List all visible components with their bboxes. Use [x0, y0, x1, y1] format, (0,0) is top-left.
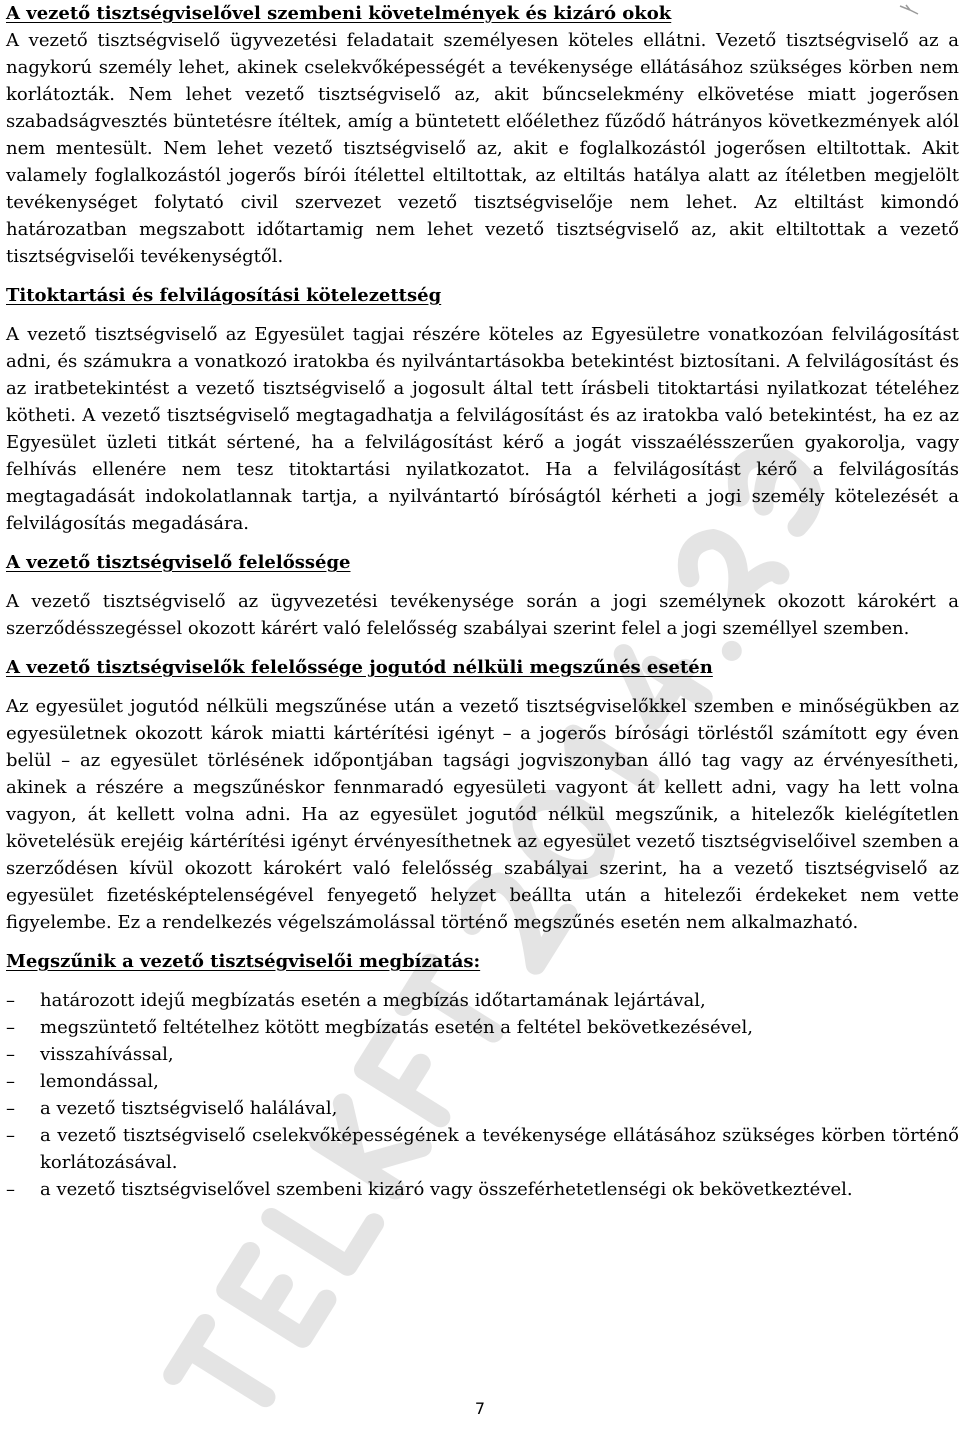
list-item: – lemondással,: [6, 1068, 959, 1095]
spacer: [6, 576, 959, 588]
spacer: [6, 270, 959, 282]
section-heading-liability: A vezető tisztségviselő felelőssége: [6, 552, 351, 573]
spacer: [6, 681, 959, 693]
spacer: [6, 309, 959, 321]
spacer: [6, 975, 959, 987]
list-item: – a vezető tisztségviselő cselekvőképességének a tevékenysége ellátásához szükséges körben történő korlátozásával.: [6, 1122, 959, 1176]
section-heading-dissolution-liability: A vezető tisztségviselők felelőssége jogutód nélküli megszűnés esetén: [6, 657, 713, 678]
list-item: – a vezető tisztségviselő halálával,: [6, 1095, 959, 1122]
termination-list: [6, 987, 959, 1203]
list-item: – határozott idejű megbízatás esetén a megbízás időtartamának lejártával,: [6, 987, 959, 1014]
page-number: 7: [474, 1399, 486, 1418]
section-heading-termination: Megszűnik a vezető tisztségviselői megbízatás:: [6, 951, 481, 972]
section-paragraph-confidentiality: A vezető tisztségviselő az Egyesület tagjai részére köteles az Egyesületre vonatkozóan felvilágosítást adni, és számukra a vonatkozó iratokba és nyilvántartásokba betekintést biztosítani. A felvilágosítást és az iratbetekintést a vezető tisztségviselő a jogosult által tett írásbeli titoktartási nyilatkozat tételéhez kötheti. A vezető tisztségviselő megtagadhatja a felvilágosítást és az iratokba való betekintést, ha ez az Egyesület üzleti titkát sértené, ha a felvilágosítást kérő a jogát visszaélésszerűen gyakorolja, vagy felhívás ellenére nem tesz titoktartási nyilatkozatot. Ha a felvilágosítást kérő a felvilágosítás megtagadását indokolatlannak tartja, a nyilvántartó bíróságtól kérheti a jogi személy kötelezését a felvilágosítás megadására.: [6, 324, 959, 534]
section-heading-confidentiality: Titoktartási és felvilágosítási kötelezettség: [6, 285, 442, 306]
section-paragraph-liability: A vezető tisztségviselő az ügyvezetési tevékenysége során a jogi személynek okozott károkért a szerződésszegéssel okozott kárért való felelősség szabályai szerint felel a jogi személlyel szemben.: [6, 591, 959, 639]
section-paragraph-dissolution-liability: Az egyesület jogutód nélküli megszűnése után a vezető tisztségviselőkkel szemben e minőségükben az egyesületnek okozott károk miatti kártérítési igényt – a jogerős bírósági törléstől számított egy éven belül – az egyesület törlésének időpontjában tagsági jogviszonyban álló tag vagy az érvényesítheti, akinek a részére a megszűnéskor fennmaradó egyesületi vagyont át kellett adni, vagy ha lett volna vagyon, át kellett volna adni. Ha az egyesület jogutód nélkül megszűnik, a hitelezők kielégítetlen követelésük erejéig kártérítési igényt érvényesíthetnek az egyesület vezető tisztségviselőivel szemben a szerződésen kívül okozott károkért való felelősség szabályai szerint, ha a vezető tisztségviselő az egyesület fizetésképtelenségével fenyegető helyzet beállta után a hitelezői érdekeket nem vette figyelembe. Ez a rendelkezés végelszámolással történő megszűnés esetén nem alkalmazható.: [6, 696, 959, 933]
section-heading-requirements: A vezető tisztségviselővel szembeni követelmények és kizáró okok: [6, 3, 672, 24]
spacer: [6, 537, 959, 549]
section-paragraph-requirements: A vezető tisztségviselő ügyvezetési feladatait személyesen köteles ellátni. Vezető tisztségviselő az a nagykorú személy lehet, akinek cselekvőképességét a tevékenysége ellátásához szükséges körben nem korlátozták. Nem lehet vezető tisztségviselő az, akit bűncselekmény elkövetése miatt jogerősen szabadságvesztés büntetésre ítéltek, amíg a büntetett előélethez fűződő hátrányos következmények alól nem mentesült. Nem lehet vezető tisztségviselő az, akit e foglalkozástól jogerősen eltiltottak. Akit valamely foglalkozástól jogerős bírói ítélettel eltiltottak, az eltiltás hatálya alatt az ítéletben megjelölt tevékenységet folytató civil szervezet vezető tisztségviselője nem lehet. Az eltiltást kimondó határozatban megszabott időtartamig nem lehet vezető tisztségviselő az, akit eltiltottak a vezető tisztségviselői tevékenységtől.: [6, 30, 959, 267]
spacer: [6, 642, 959, 654]
list-item: – megszüntető feltételhez kötött megbízatás esetén a feltétel bekövetkezésével,: [6, 1014, 959, 1041]
list-item: – visszahívással,: [6, 1041, 959, 1068]
spacer: [6, 936, 959, 948]
list-item: – a vezető tisztségviselővel szembeni kizáró vagy összeférhetetlenségi ok bekövetkeztével.: [6, 1176, 959, 1203]
document-page: [6, 0, 959, 1203]
